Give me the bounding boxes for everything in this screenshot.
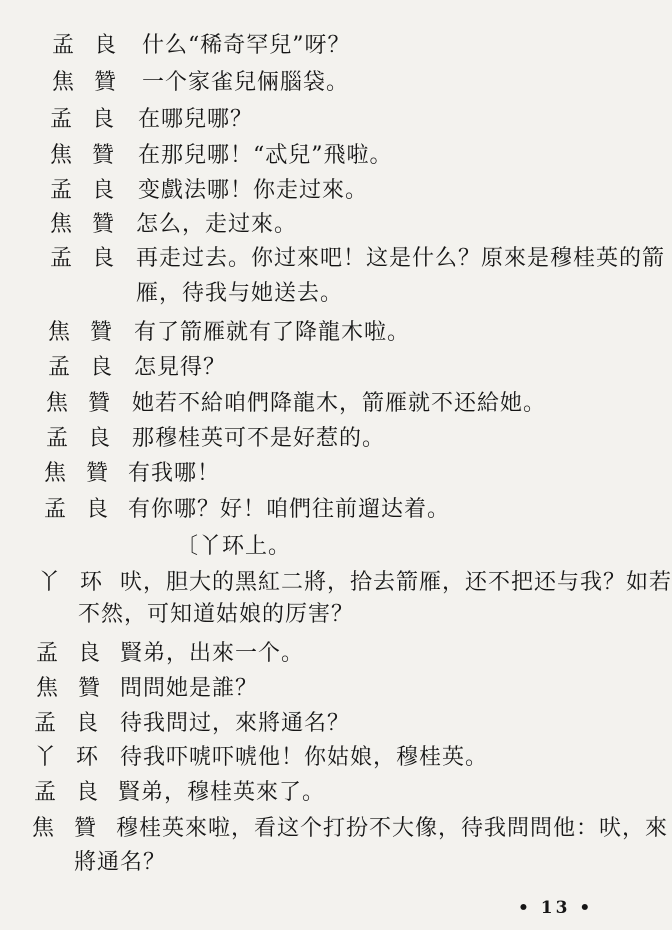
dialogue-line: 有了箭雁就有了降龍木啦。 bbox=[134, 320, 411, 345]
dialogue-line: 怎么，走过來。 bbox=[136, 212, 298, 237]
speaker-char: 焦 bbox=[36, 676, 59, 701]
speaker-char: 环 bbox=[80, 570, 103, 595]
stage-direction: 〔丫环上。 bbox=[176, 534, 292, 559]
speaker-char: 焦 bbox=[48, 320, 71, 345]
speaker-char: 孟 bbox=[48, 355, 71, 380]
dialogue-line: 在哪兒哪？ bbox=[138, 107, 254, 132]
dialogue-line: 待我吓唬吓唬他！你姑娘，穆桂英。 bbox=[120, 745, 489, 770]
dialogue-line: 她若不給咱們降龍木，箭雁就不还給她。 bbox=[132, 391, 547, 416]
speaker-char: 良 bbox=[92, 246, 115, 271]
dialogue-line: 一个家雀兒倆腦袋。 bbox=[142, 70, 350, 95]
dialogue-line: 再走过去。你过來吧！这是什么？原來是穆桂英的箭 bbox=[136, 246, 666, 271]
speaker-char: 贊 bbox=[86, 461, 109, 486]
speaker-char: 焦 bbox=[44, 461, 67, 486]
dialogue-line: 問問她是誰？ bbox=[120, 676, 259, 701]
dialogue-line: 那穆桂英可不是好惹的。 bbox=[132, 426, 386, 451]
dialogue-continuation: 雁，待我与她送去。 bbox=[136, 281, 344, 306]
speaker-char: 焦 bbox=[50, 143, 73, 168]
speaker-char: 贊 bbox=[74, 816, 97, 841]
dialogue-continuation: 將通名？ bbox=[74, 850, 167, 875]
speaker-char: 良 bbox=[86, 497, 109, 522]
speaker-char: 丫 bbox=[34, 745, 57, 770]
dialogue-line: 賢弟，出來一个。 bbox=[120, 641, 305, 666]
speaker-char: 贊 bbox=[78, 676, 101, 701]
dialogue-line: 吠，胆大的黑紅二將，拾去箭雁，还不把还与我？如若 bbox=[120, 570, 672, 595]
dialogue-line: 有你哪？好！咱們往前遛达着。 bbox=[128, 497, 451, 522]
speaker-char: 良 bbox=[76, 780, 99, 805]
speaker-char: 良 bbox=[92, 107, 115, 132]
dialogue-line: 怎見得？ bbox=[134, 355, 227, 380]
speaker-char: 贊 bbox=[92, 212, 115, 237]
speaker-char: 贊 bbox=[90, 320, 113, 345]
speaker-char: 孟 bbox=[46, 426, 69, 451]
speaker-char: 孟 bbox=[36, 641, 59, 666]
speaker-char: 良 bbox=[78, 641, 101, 666]
page-number: • 13 • bbox=[518, 898, 594, 918]
speaker-char: 良 bbox=[76, 711, 99, 736]
speaker-char: 贊 bbox=[94, 70, 117, 95]
speaker-char: 良 bbox=[94, 33, 117, 58]
dialogue-line: 穆桂英來啦，看这个打扮不大像，待我問問他：吠，來 bbox=[116, 816, 669, 841]
dialogue-line: 在那兒哪！“忒兒”飛啦。 bbox=[138, 143, 393, 168]
speaker-char: 焦 bbox=[32, 816, 55, 841]
dialogue-line: 賢弟，穆桂英來了。 bbox=[118, 780, 326, 805]
speaker-char: 贊 bbox=[88, 391, 111, 416]
speaker-char: 孟 bbox=[50, 107, 73, 132]
speaker-char: 良 bbox=[88, 426, 111, 451]
speaker-char: 焦 bbox=[46, 391, 69, 416]
dialogue-line: 有我哪！ bbox=[128, 461, 221, 486]
speaker-char: 丫 bbox=[38, 570, 61, 595]
speaker-char: 孟 bbox=[50, 178, 73, 203]
speaker-char: 焦 bbox=[50, 212, 73, 237]
dialogue-line: 待我問过，來將通名？ bbox=[120, 711, 351, 736]
speaker-char: 孟 bbox=[50, 246, 73, 271]
dialogue-line: 什么“稀奇罕兒”呀？ bbox=[142, 33, 351, 58]
speaker-char: 贊 bbox=[92, 143, 115, 168]
speaker-char: 环 bbox=[76, 745, 99, 770]
speaker-char: 孟 bbox=[44, 497, 67, 522]
speaker-char: 孟 bbox=[52, 33, 75, 58]
speaker-char: 孟 bbox=[34, 711, 57, 736]
dialogue-continuation: 不然，可知道姑娘的厉害？ bbox=[78, 602, 355, 627]
speaker-char: 孟 bbox=[34, 780, 57, 805]
speaker-char: 良 bbox=[90, 355, 113, 380]
speaker-char: 焦 bbox=[52, 70, 75, 95]
dialogue-line: 变戲法哪！你走过來。 bbox=[138, 178, 369, 203]
speaker-char: 良 bbox=[92, 178, 115, 203]
